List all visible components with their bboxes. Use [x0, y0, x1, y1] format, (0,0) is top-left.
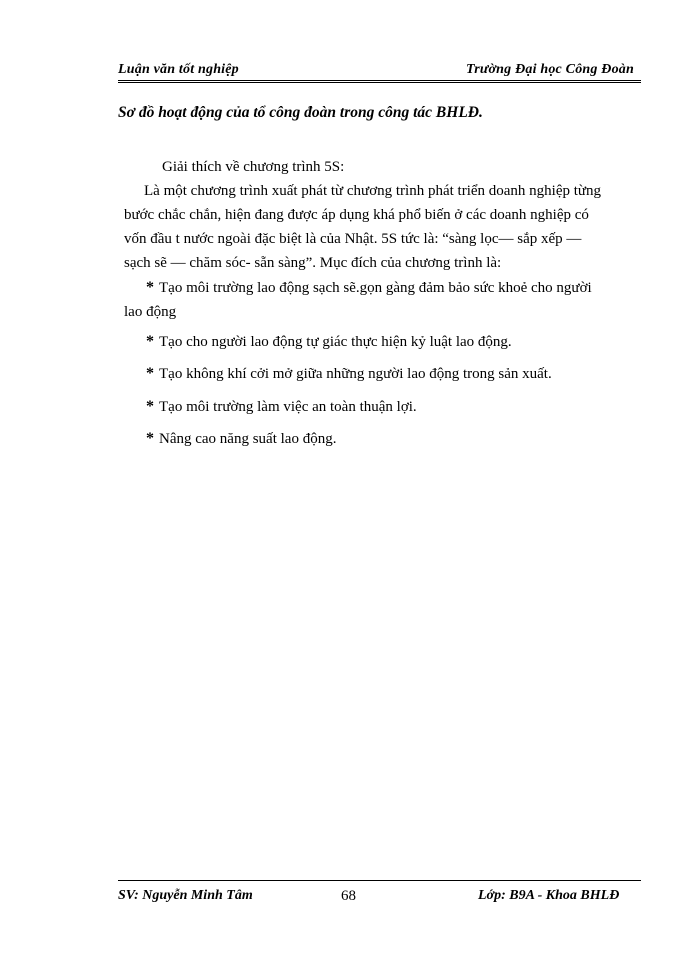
- bullet-item: [146, 330, 512, 354]
- page-number: 68: [341, 888, 356, 904]
- bullet-item: [146, 276, 592, 300]
- bullet-text: Tạo môi trường lao động sạch sẽ.gọn gàng đảm bảo sức khoẻ cho người: [159, 280, 592, 296]
- paragraph-line: vốn đầu t nước ngoài đặc biệt là của Nhật. 5S tức là: “sàng lọc— sắp xếp —: [124, 231, 582, 247]
- paragraph-line: sạch sẽ — chăm sóc- sẵn sàng”. Mục đích của chương trình là:: [124, 255, 502, 271]
- header-right-text: Trường Đại học Công Đoàn: [466, 62, 634, 77]
- body-paragraph: [124, 179, 644, 275]
- header-divider: [118, 80, 641, 83]
- bullet-text: Tạo không khí cởi mở giữa những người lao động trong sản xuất.: [159, 366, 552, 382]
- bullet-marker: *: [146, 333, 154, 350]
- bullet-text: Nâng cao năng suất lao động.: [159, 431, 337, 447]
- bullet-item: [146, 395, 417, 419]
- paragraph-line: Là một chương trình xuất phát từ chương trình phát triển doanh nghiệp từng: [144, 183, 602, 199]
- bullet-marker: *: [146, 430, 154, 447]
- header-left-text: Luận văn tốt nghiệp: [118, 62, 239, 77]
- section-title: Sơ đồ hoạt động của tổ công đoàn trong công tác BHLĐ.: [118, 104, 483, 121]
- bullet-marker: *: [146, 365, 154, 382]
- intro-line: Giải thích về chương trình 5S:: [162, 159, 345, 175]
- bullet-item: [146, 427, 336, 451]
- bullet-text: Tạo môi trường làm việc an toàn thuận lợi.: [159, 399, 417, 415]
- bullet-text: Tạo cho người lao động tự giác thực hiện kỷ luật lao động.: [159, 334, 512, 350]
- bullet-item-continuation: lao động: [124, 304, 177, 320]
- footer-left-text: SV: Nguyễn Minh Tâm: [118, 888, 253, 903]
- footer-divider: [118, 880, 641, 881]
- bullet-marker: *: [146, 398, 154, 415]
- bullet-item: [146, 362, 552, 386]
- footer-right-text: Lớp: B9A - Khoa BHLĐ: [478, 888, 620, 903]
- bullet-marker: *: [146, 279, 154, 296]
- paragraph-line: bước chắc chắn, hiện đang được áp dụng khá phổ biến ở các doanh nghiệp có: [124, 207, 589, 223]
